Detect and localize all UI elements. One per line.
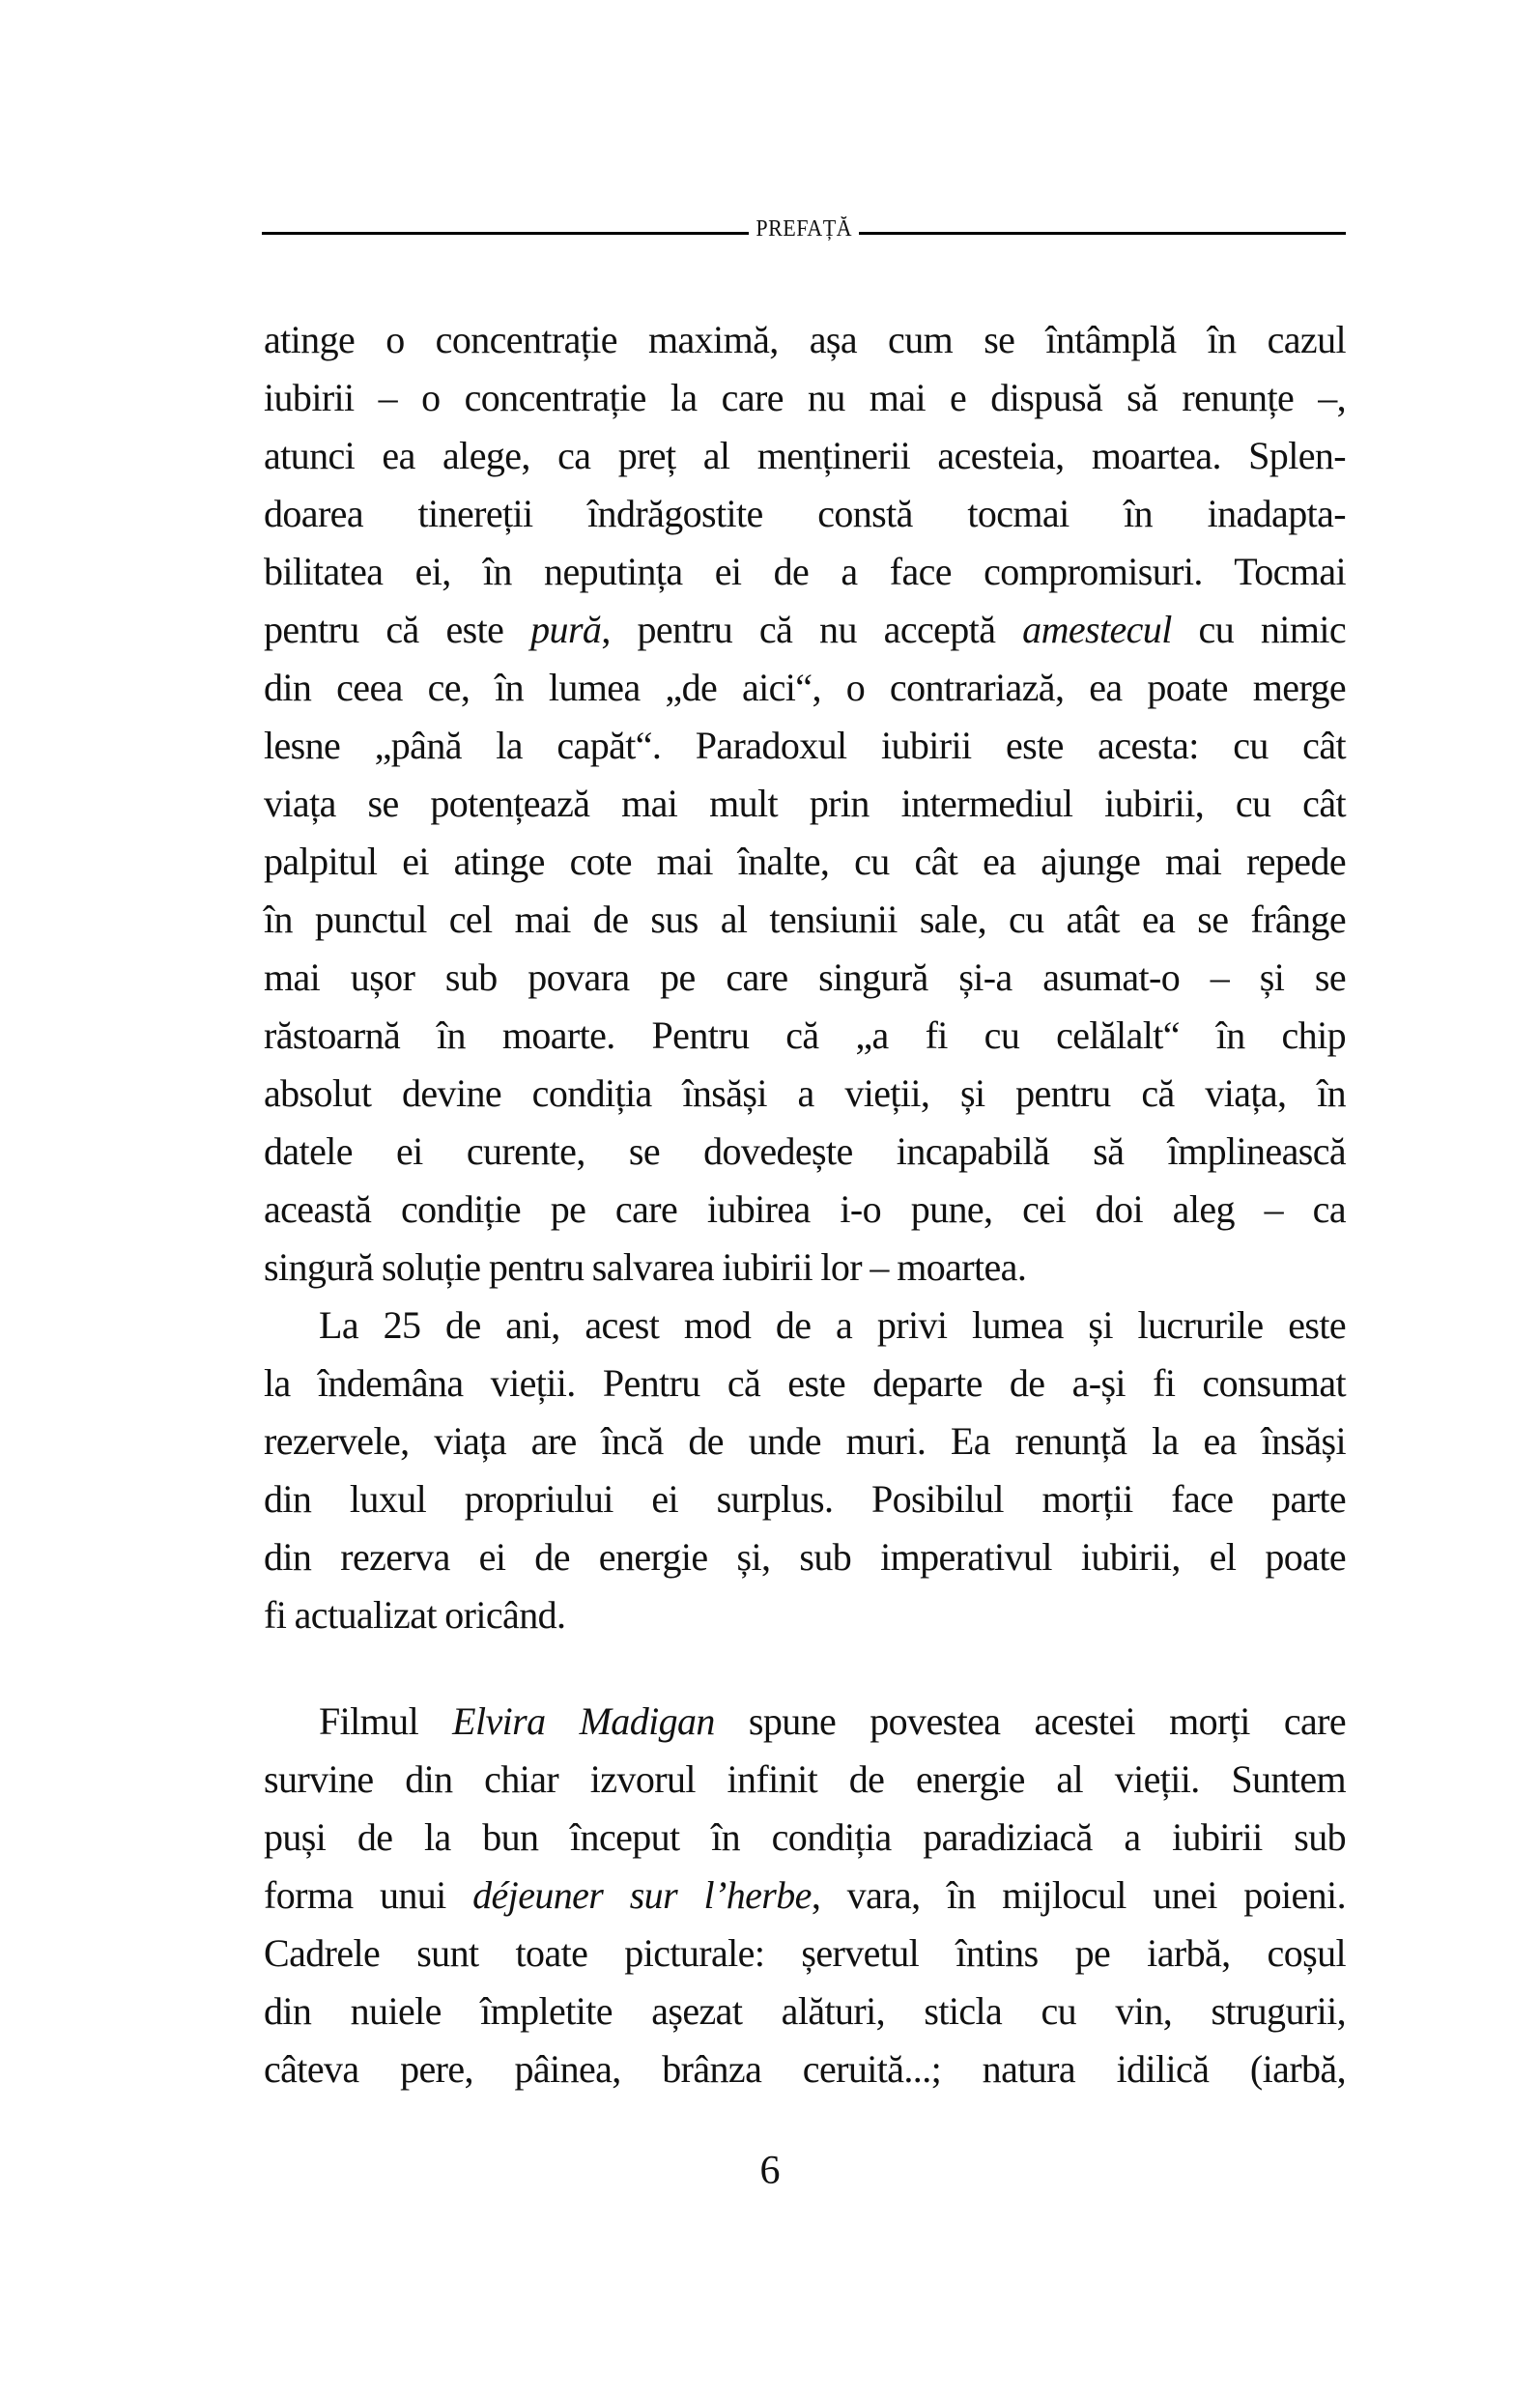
text-line: din rezerva ei de energie și, sub imperativul iubirii, el poate: [264, 1535, 1346, 1579]
text-line: survine din chiar izvorul infinit de energie al vieții. Suntem: [264, 1757, 1346, 1801]
text-line: din nuiele împletite așezat alături, sticla cu vin, strugurii,: [264, 1989, 1346, 2033]
film-title-elvira-madigan: Elvira Madigan: [452, 1699, 715, 1743]
emphasis-amestecul: amestecul: [1022, 608, 1172, 651]
text-line: lesne „până la capăt“. Paradoxul iubirii este acesta: cu cât: [264, 724, 1346, 767]
text-line: în punctul cel mai de sus al tensiunii sale, cu atât ea se frânge: [264, 898, 1346, 941]
text-line: La 25 de ani, acest mod de a privi lumea și lucrurile este: [319, 1303, 1346, 1347]
header-rule-left: [262, 232, 749, 235]
text-line: Cadrele sunt toate picturale: șervetul întins pe iarbă, coșul: [264, 1931, 1346, 1975]
header-rule-right: [859, 232, 1346, 235]
text-line: răstoarnă în moarte. Pentru că „a fi cu celălalt“ în chip: [264, 1013, 1346, 1057]
page-number: 6: [759, 2149, 781, 2193]
text-line-with-emphasis: pentru că este pură, pentru că nu acceptă amestecul cu nimic: [264, 608, 1346, 651]
text-line: din luxul propriului ei surplus. Posibilul morții face parte: [264, 1477, 1346, 1521]
text-line: din ceea ce, în lumea „de aici“, o contrariază, ea poate merge: [264, 666, 1346, 709]
text-line: viața se potențează mai mult prin intermediul iubirii, cu cât: [264, 782, 1346, 825]
text-line-with-emphasis: forma unui déjeuner sur l’herbe, vara, în mijlocul unei poieni.: [264, 1873, 1346, 1917]
paragraph-3: [264, 1693, 1346, 2098]
paragraph-2: [264, 1297, 1346, 1644]
text-line: absolut devine condiția însăși a vieții, și pentru că viața, în: [264, 1071, 1346, 1115]
emphasis-dejeuner-sur-lherbe: déjeuner sur l’herbe: [472, 1873, 812, 1917]
text-line: rezervele, viața are încă de unde muri. Ea renunță la ea însăși: [264, 1419, 1346, 1463]
text-line: puși de la bun început în condiția paradiziacă a iubirii sub: [264, 1815, 1346, 1859]
running-header: [262, 205, 1346, 243]
text-line: doarea tinereții îndrăgostite constă tocmai în inadapta-: [264, 492, 1346, 535]
emphasis-pura: pură: [530, 608, 602, 651]
text-line: mai ușor sub povara pe care singură și-a asumat-o – și se: [264, 956, 1346, 999]
text-line-with-emphasis: Filmul Elvira Madigan spune povestea acestei morți care: [319, 1699, 1346, 1743]
text-line: singură soluție pentru salvarea iubirii lor – moartea.: [264, 1245, 1027, 1289]
paragraph-1: [264, 311, 1346, 1297]
text-line: fi actualizat oricând.: [264, 1593, 566, 1637]
text-line: bilitatea ei, în neputința ei de a face compromisuri. Tocmai: [264, 550, 1346, 593]
section-break: [264, 1644, 1346, 1693]
text-line: atunci ea alege, ca preț al menținerii acesteia, moartea. Splen-: [264, 434, 1346, 477]
running-title: PREFAȚĂ: [756, 216, 852, 242]
text-line: la îndemâna vieții. Pentru că este departe de a-și fi consumat: [264, 1361, 1346, 1405]
text-line: această condiție pe care iubirea i-o pune, cei doi aleg – ca: [264, 1187, 1346, 1231]
text-line: iubirii – o concentrație la care nu mai e dispusă să renunțe –,: [264, 376, 1346, 419]
text-line: câteva pere, pâinea, brânza ceruită...; natura idilică (iarbă,: [264, 2047, 1346, 2091]
text-line: datele ei curente, se dovedește incapabilă să împlinească: [264, 1129, 1346, 1173]
text-line: palpitul ei atinge cote mai înalte, cu cât ea ajunge mai repede: [264, 840, 1346, 883]
text-line: atinge o concentrație maximă, așa cum se întâmplă în cazul: [264, 318, 1346, 361]
body-text: [264, 311, 1346, 2098]
